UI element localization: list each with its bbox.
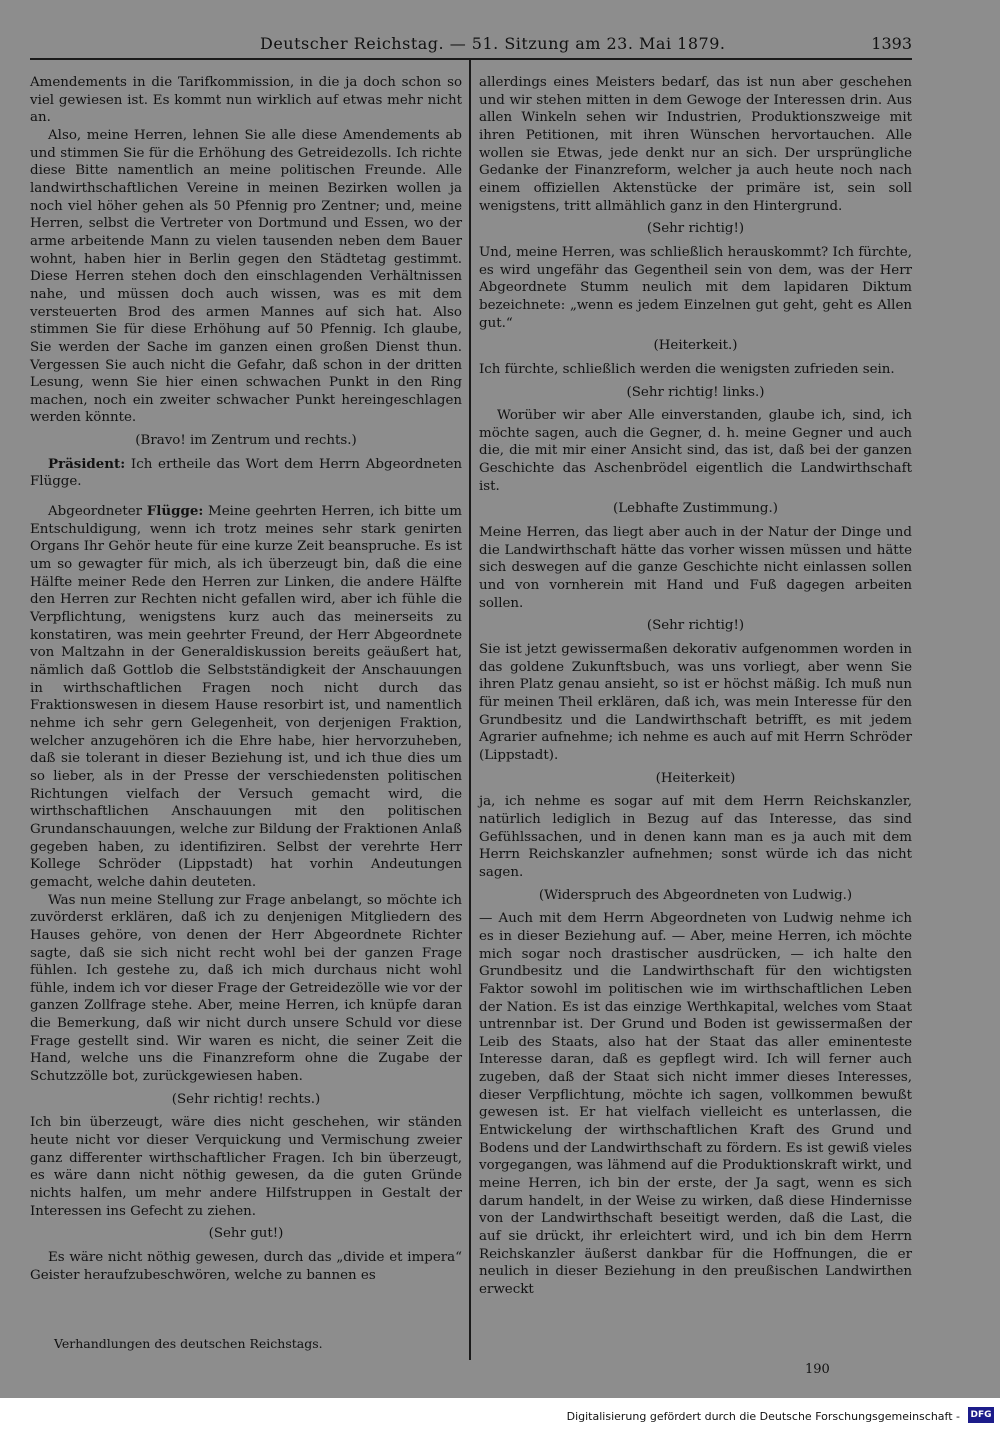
reaction: (Bravo! im Zentrum und rechts.) bbox=[135, 433, 357, 449]
reaction: (Heiterkeit) bbox=[655, 770, 736, 786]
header-rule bbox=[30, 58, 912, 60]
paragraph: Also, meine Herren, lehnen Sie alle diese Amendements ab und stimmen Sie für die Erhöhung des Getreidezolls. Ich richte diese Bitte namentlich an meine politischen Freunde. Alle landwirthschaftlichen Vereine in meinen Bezirken wollen ja noch viel höher gehen als 50 Pfennig pro Zentner; und, meine Herren, selbst die Vertreter von Dortmund und Essen, wo der arme arbeitende Mann zu vielen tausenden neben dem Bauer wohnt, haben hier in Berlin gegen den Städtetag gestimmt. Diese Herren stehen doch den einschlagenden Verhältnissen nahe, und müssen doch auch wissen, was es mit dem versteuerten Brod des armen Mannes auf sich hat. Also stimmen Sie für diese Erhöhung auf 50 Pfennig. Ich glaube, Sie werden der Sache im ganzen einen großen Dienst thun. Vergessen Sie auch nicht die Gefahr, daß schon in der dritten Lesung, wenn Sie hier einen schwachen Punkt in den Ring machen, noch ein zweiter schwacher Punkt hereingeschlagen werden könnte. bbox=[30, 127, 462, 426]
paragraph: Ich bin überzeugt, wäre dies nicht geschehen, wir ständen heute nicht vor dieser Verquickung und Vermischung zweier ganz differenter wirthschaftlicher Fragen. Ich bin überzeugt, es wäre dann nicht nöthig gewesen, da die guten Gründe nichts halfen, um mehr andere Hilfstruppen in Gestalt der Interessen ins Gefecht zu ziehen. bbox=[30, 1115, 462, 1219]
sheet-number: 190 bbox=[805, 1362, 830, 1377]
reaction: (Sehr gut!) bbox=[208, 1226, 284, 1242]
paragraph: Amendements in die Tarifkommission, in die ja doch schon so viel gewiesen ist. Es kommt nun wirklich auf etwas mehr nicht an. bbox=[30, 75, 462, 126]
reaction: (Widerspruch des Abgeordneten von Ludwig.) bbox=[538, 887, 853, 903]
page-header bbox=[30, 30, 912, 60]
footer-publication: Verhandlungen des deutschen Reichstags. bbox=[54, 1336, 323, 1351]
left-column bbox=[30, 74, 462, 1284]
right-column bbox=[479, 74, 912, 1299]
president-paragraph bbox=[30, 456, 462, 491]
paragraph: Was nun meine Stellung zur Frage anbelangt, so möchte ich zuvörderst erklären, daß ich zu denjenigen Mitgliedern des Hauses gehöre, von denen der Herr Abgeordnete Richter sagte, daß sie sich nicht recht wohl bei der ganzen Frage fühlen. Ich gestehe zu, daß ich mich durchaus nicht wohl fühle, indem ich vor dieser Frage der Getreidezölle wie vor der ganzen Zollfrage stehe. Aber, meine Herren, ich knüpfe daran die Bemerkung, daß wir nicht durch unsere Schuld vor diese Frage gestellt sind. Wir waren es nicht, die seiner Zeit die Hand, welche uns die Finanzreform ohne die Zugabe der Schutzzölle bot, zurückgewiesen haben. bbox=[30, 892, 462, 1085]
running-title: Deutscher Reichstag. — 51. Sitzung am 23. Mai 1879. bbox=[260, 34, 726, 53]
speech-paragraph bbox=[30, 503, 462, 891]
page-number: 1393 bbox=[871, 34, 912, 53]
paragraph: allerdings eines Meisters bedarf, das ist nun aber geschehen und wir stehen mitten in dem Gewoge der Interessen drin. Aus allen Winkeln sehen wir Industrien, Produktionszweige mit ihren Petitionen, mit ihren Wünschen hervortauchen. Alle wollen sie Etwas, jede denkt nur an sich. Der ursprüngliche Gedanke der Finanzreform, welcher ja auch heute noch nach einem offiziellen Aktenstücke der primäre ist, sein soll wenigstens, tritt allmählich ganz in den Hintergrund. bbox=[479, 75, 912, 214]
reaction: (Sehr richtig! links.) bbox=[626, 384, 765, 400]
credit-text: Digitalisierung gefördert durch die Deutsche Forschungsgemeinschaft - bbox=[566, 1410, 960, 1423]
paragraph: ja, ich nehme es sogar auf mit dem Herrn Reichskanzler, natürlich lediglich in Bezug auf das Interesse, das sind Gefühlssachen, und in denen kann man es ja auch mit dem Herrn Reichskanzler aufnehmen; sonst würde ich das nicht sagen. bbox=[479, 794, 912, 880]
speaker-prefix: Abgeordneter bbox=[48, 504, 143, 520]
paragraph: Ich fürchte, schließlich werden die wenigsten zufrieden sein. bbox=[479, 361, 895, 377]
reaction: (Heiterkeit.) bbox=[653, 338, 738, 354]
dfg-logo: DFG bbox=[968, 1407, 994, 1423]
paragraph: — Auch mit dem Herrn Abgeordneten von Ludwig nehme ich es in dieser Beziehung auf. — Aber, meine Herren, ich möchte mich sogar noch drastischer ausdrücken, — ich halte den Grundbesitz und die Landwirthschaft für den wichtigsten Faktor sowohl im politischen wie im wirthschaftlichen Leben der Nation. Es ist das einzige Werthkapital, welches vom Staat untrennbar ist. Der Grund und Boden ist gewissermaßen der Leib des Staats, also hat der Staat das aller eminenteste Interesse daran, daß es gepflegt wird. Ich will ferner auch zugeben, daß der Staat sich nicht immer dieses Interesses, dieser Verpflichtung, möchte ich sagen, vollkommen bewußt gewesen ist. Er hat vielfach vielleicht es unterlassen, die Entwickelung der wirthschaftlichen Kraft des Grund und Bodens und der Landwirthschaft zu fördern. Es ist gewiß vieles vorgegangen, was lähmend auf die Produktionskraft wirkt, und meine Herren, ich bin der erste, der Ja sagt, wenn es sich darum handelt, in der Weise zu wirken, daß diese Hindernisse von der Landwirthschaft beseitigt werden, daß die Last, die auf sie drückt, ihr erleichtert wird, und ich bin dem Herrn Reichskanzler äußerst dankbar für die Hoffnungen, die er neulich in dieser Beziehung in den preußischen Landwirthen erweckt bbox=[479, 911, 912, 1297]
paragraph: Es wäre nicht nöthig gewesen, durch das „divide et impera“ Geister heraufzubeschwören, welche zu bannen es bbox=[30, 1250, 462, 1283]
reaction: (Sehr richtig! rechts.) bbox=[171, 1091, 321, 1107]
paragraph: Worüber wir aber Alle einverstanden, glaube ich, sind, ich möchte sagen, auch die Gegner, d. h. meine Gegner und auch die, die mit mir einer Ansicht sind, das ist, daß bei der ganzen Geschichte das Aschenbrödel eigentlich die Landwirthschaft ist. bbox=[479, 408, 912, 494]
reaction: (Lebhafte Zustimmung.) bbox=[613, 501, 778, 517]
paragraph: Meine Herren, das liegt aber auch in der Natur der Dinge und die Landwirthschaft hätte das vorher wissen müssen und hätte sich deswegen auf die ganze Geschichte nicht einlassen sollen und von vornherein mit Hand und Fuß dagegen arbeiten sollen. bbox=[479, 525, 912, 611]
speaker-name: Flügge: bbox=[146, 503, 204, 520]
president-text: Ich ertheile das Wort dem Herrn Abgeordneten Flügge. bbox=[30, 456, 463, 490]
speech-text: Meine geehrten Herren, ich bitte um Entschuldigung, wenn ich trotz meines sehr stark genirten Organs Ihr Gehör heute für eine kurze Zeit beanspruche. Es ist um so gewagter für mich, als ich überzeugt bin, daß die eine Hälfte meiner Rede den Herren zur Linken, die andere Hälfte den Herren zur Rechten nicht gefallen wird, aber ich fühle die Verpflichtung, wenigstens kurz auch das meinerseits zu konstatiren, was mein geehrter Freund, der Herr Abgeordnete von Maltzahn in der Generaldiskussion bereits geäußert hat, nämlich daß Gottlob die Selbstständigkeit der Anschauungen in wirthschaftlichen Fragen noch nicht durch das Fraktionswesen in diesem Hause resorbirt ist, und namentlich nehme ich sehr gern Gelegenheit, von derjenigen Fraktion, welcher anzugehören ich die Ehre habe, hier hervorzuheben, daß sie tolerant in dieser Beziehung ist, und ich thue dies um so lieber, als in der Presse der verschiedensten politischen Richtungen vielfach der Versuch gemacht wird, die wirthschaftlichen Anschauungen mit den politischen Grundanschauungen, welche zur Bildung der Fraktionen Anlaß gegeben haben, zu identifiziren. Selbst der verehrte Herr Kollege Schröder (Lippstadt) hat vorhin Andeutungen gemacht, welche dahin deuteten. bbox=[30, 504, 462, 890]
paragraph: Und, meine Herren, was schließlich herauskommt? Ich fürchte, es wird ungefähr das Gegentheil sein von dem, was der Herr Abgeordnete Stumm neulich mit dem lapidaren Diktum bezeichnete: „wenn es jedem Einzelnen gut geht, geht es Allen gut.“ bbox=[479, 244, 912, 331]
column-divider bbox=[469, 60, 471, 1360]
speaker-label: Präsident: bbox=[48, 455, 126, 472]
reaction: (Sehr richtig!) bbox=[646, 618, 745, 634]
paragraph: Sie ist jetzt gewissermaßen dekorativ aufgenommen worden in das goldene Zukunftsbuch, was uns vorliegt, aber wenn Sie ihren Platz genau ansieht, so ist er höchst mäßig. Ich muß nun für meinen Theil erklären, daß ich, was mein Interesse für den Grundbesitz und die Landwirthschaft betrifft, es mit jedem Agrarier aufnehme; ich nehme es auch auf mit Herrn Schröder (Lippstadt). bbox=[479, 642, 912, 763]
reaction: (Sehr richtig!) bbox=[646, 221, 745, 237]
credit-bar bbox=[0, 1398, 1000, 1432]
